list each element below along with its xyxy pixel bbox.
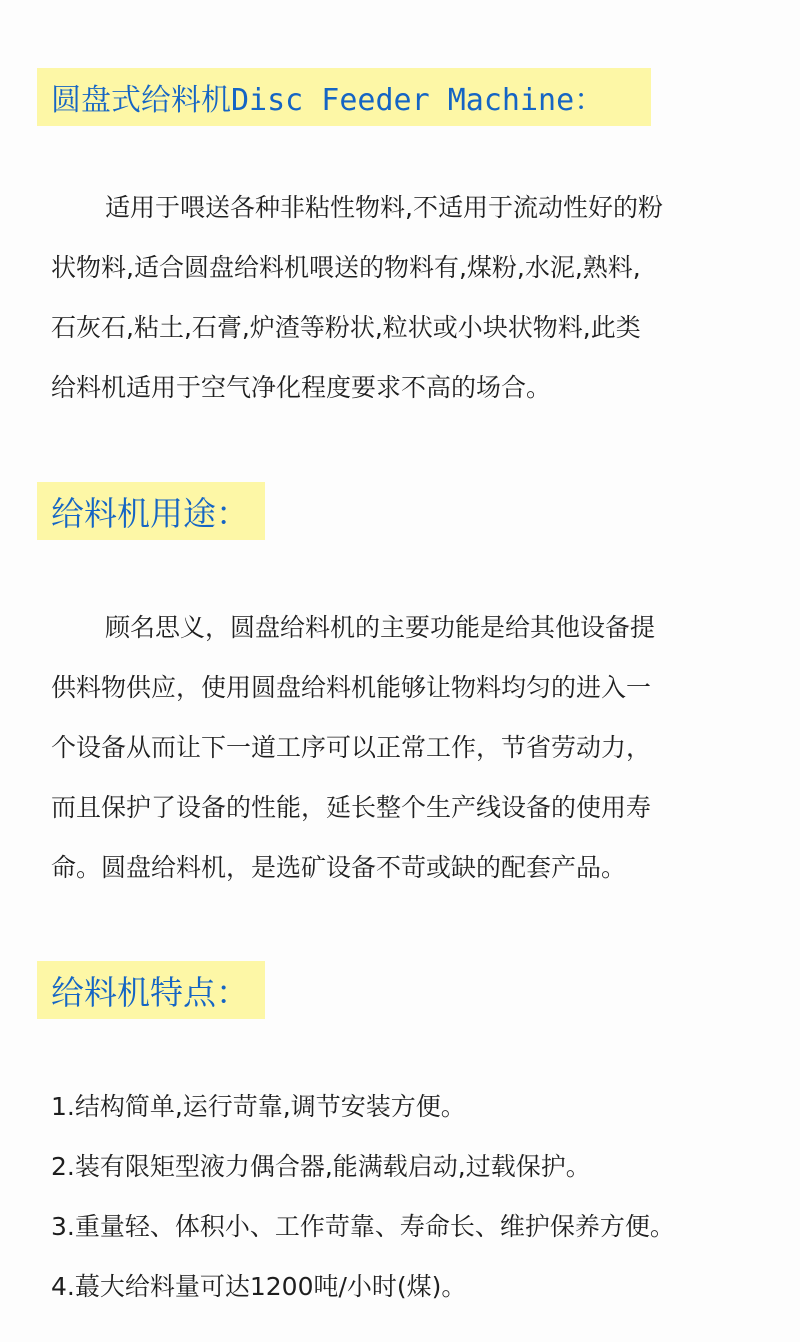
section-paragraph-applications [51,178,751,418]
section-paragraph-uses [51,598,751,898]
paragraph-line: 石灰石,粘土,石膏,炉渣等粉状,粒状或小块状物料,此类 [51,313,641,342]
list-item: 1.结构简单,运行苛靠,调节安装方便。 [51,1092,466,1121]
paragraph-line: 个设备从而让下一道工序可以正常工作，节省劳动力， [51,733,652,762]
paragraph-line: 状物料,适合圆盘给料机喂送的物料有,煤粉,水泥,熟料, [51,253,641,282]
paragraph-line: 给料机适用于空气净化程度要求不高的场合。 [51,373,552,402]
paragraph-line: 顾名思义，圆盘给料机的主要功能是给其他设备提 [105,613,656,642]
paragraph-line: 而且保护了设备的性能，延长整个生产线设备的使用寿 [51,793,652,822]
feature-list [51,1077,771,1317]
list-item: 4.蕞大给料量可达1200吨/小时(煤)。 [51,1272,467,1301]
list-item: 2.装有限矩型液力偶合器,能满载启动,过载保护。 [51,1152,591,1181]
paragraph-line: 命。圆盘给料机，是选矿设备不苛或缺的配套产品。 [51,853,627,882]
paragraph-line: 供料物供应，使用圆盘给料机能够让物料均匀的进入一 [51,673,652,702]
section-heading-disc-feeder: 圆盘式给料机Disc Feeder Machine： [37,68,651,126]
section-heading-features: 给料机特点： [37,961,265,1019]
section-heading-uses: 给料机用途： [37,482,265,540]
list-item: 3.重量轻、体积小、工作苛靠、寿命长、维护保养方便。 [51,1212,675,1241]
paragraph-line: 适用于喂送各种非粘性物料,不适用于流动性好的粉 [105,193,663,222]
